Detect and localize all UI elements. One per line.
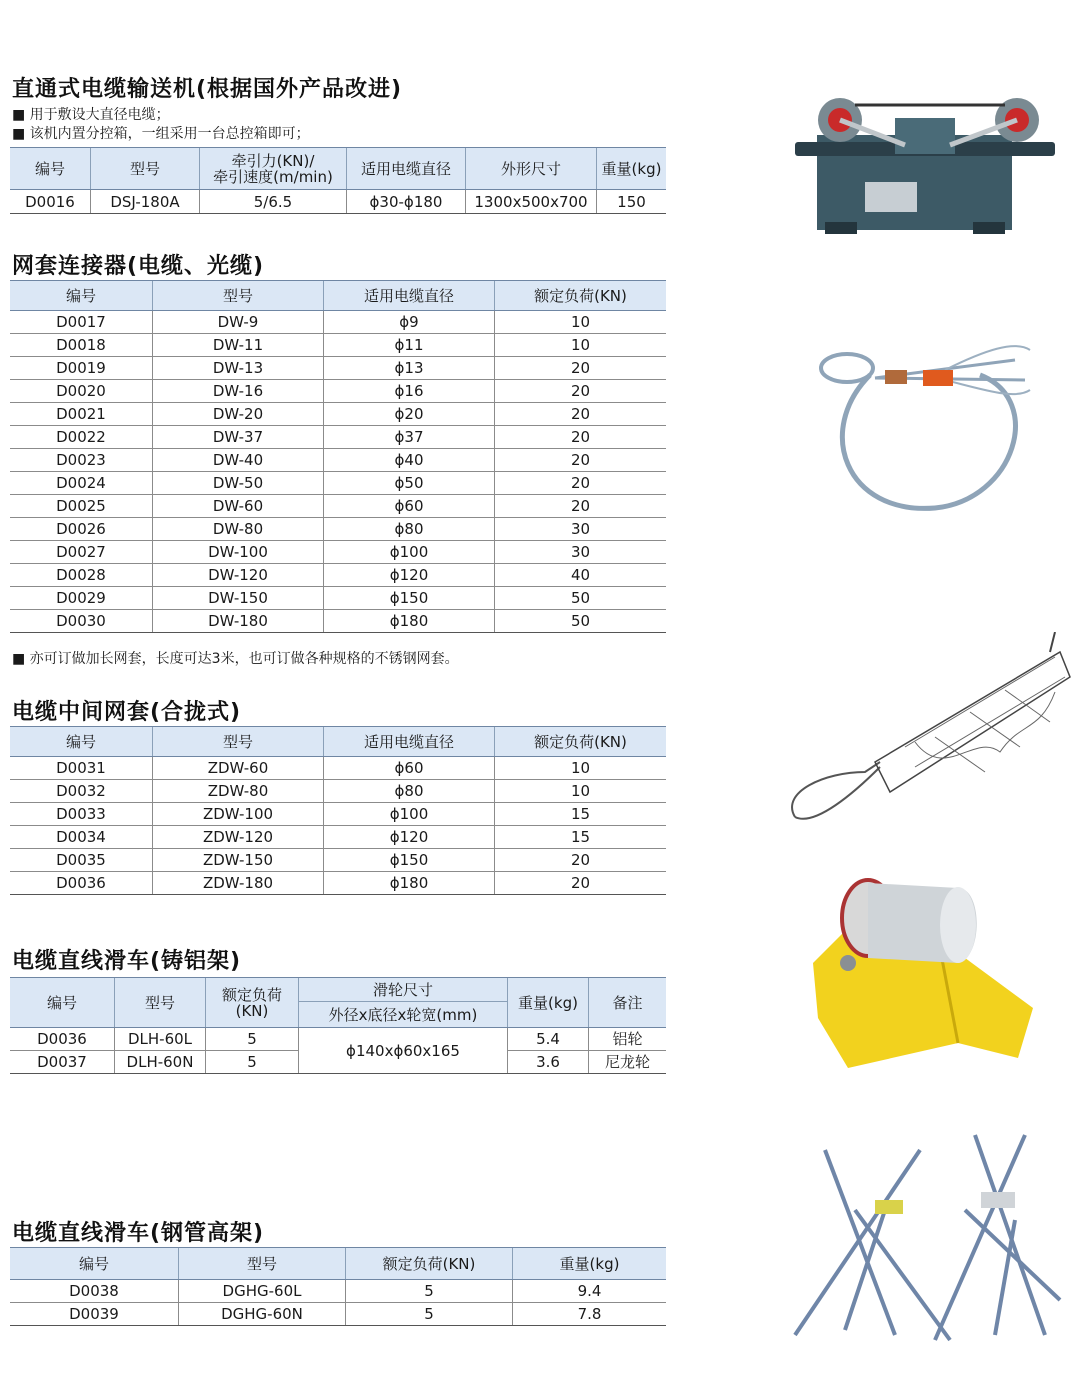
- col-header: 型号: [179, 1248, 346, 1280]
- cell: ϕ80: [324, 780, 495, 803]
- cell: D0027: [10, 541, 153, 564]
- cell: ϕ120: [324, 564, 495, 587]
- cell: DW-50: [153, 472, 324, 495]
- col-header: 型号: [91, 148, 200, 190]
- cell: D0039: [10, 1303, 179, 1326]
- table-row: [10, 1028, 666, 1051]
- cell: 10: [495, 780, 667, 803]
- cell: 7.8: [513, 1303, 667, 1326]
- cell: 30: [495, 541, 667, 564]
- table-row: [10, 872, 666, 895]
- col-header: 备注: [589, 978, 667, 1028]
- table-row: [10, 518, 666, 541]
- col-header: [206, 978, 299, 1028]
- col-header: 型号: [153, 281, 324, 311]
- cell: 20: [495, 495, 667, 518]
- cell: D0021: [10, 403, 153, 426]
- feature-item: ■ 用于敷设大直径电缆；: [12, 107, 170, 123]
- cell: 10: [495, 757, 667, 780]
- table-row: [10, 357, 666, 380]
- header-line: (KN): [235, 1001, 269, 1020]
- cell: DW-180: [153, 610, 324, 633]
- cell: ϕ60: [324, 757, 495, 780]
- cell: ϕ100: [324, 541, 495, 564]
- middle-mesh-image: [785, 632, 1075, 832]
- mesh-connector-table: [10, 280, 666, 633]
- table-row: [10, 564, 666, 587]
- cell: 15: [495, 826, 667, 849]
- cell: 5.4: [508, 1028, 589, 1051]
- cell: 10: [495, 334, 667, 357]
- col-header: 外径x底径x轮宽(mm): [299, 1002, 508, 1028]
- table-row: [10, 610, 666, 633]
- cell: 5/6.5: [200, 190, 347, 214]
- header-line: 额定负荷: [221, 985, 282, 1004]
- cell: D0024: [10, 472, 153, 495]
- cell: ZDW-150: [153, 849, 324, 872]
- header-line: 牵引力(KN)/: [231, 151, 315, 170]
- table-row: [10, 403, 666, 426]
- cell: D0035: [10, 849, 153, 872]
- cell: 5: [346, 1280, 513, 1303]
- col-header: 滑轮尺寸: [299, 978, 508, 1002]
- table-row: [10, 426, 666, 449]
- cell: ϕ180: [324, 872, 495, 895]
- cell: DW-13: [153, 357, 324, 380]
- cell: 5: [206, 1028, 299, 1051]
- cell: D0028: [10, 564, 153, 587]
- cell: 150: [597, 190, 667, 214]
- cell: 尼龙轮: [589, 1051, 667, 1074]
- cell: 20: [495, 403, 667, 426]
- cell: 9.4: [513, 1280, 667, 1303]
- cell: 20: [495, 380, 667, 403]
- cell: ϕ16: [324, 380, 495, 403]
- cell: 50: [495, 610, 667, 633]
- cell: D0022: [10, 426, 153, 449]
- aluminum-roller-image: [808, 868, 1038, 1078]
- col-header: 额定负荷(KN): [495, 727, 667, 757]
- table-row: [10, 780, 666, 803]
- section-title-cable-conveyor: 直通式电缆输送机(根据国外产品改进): [12, 77, 403, 102]
- col-header: 适用电缆直径: [347, 148, 466, 190]
- cell: D0034: [10, 826, 153, 849]
- table-row: [10, 849, 666, 872]
- cell: ϕ9: [324, 311, 495, 334]
- header-line: 牵引速度(m/min): [213, 167, 333, 186]
- mesh-connector-image: [815, 340, 1040, 520]
- col-header: 型号: [153, 727, 324, 757]
- section-title-aluminum-roller: 电缆直线滑车(铸铝架): [12, 949, 242, 974]
- cell: ϕ150: [324, 587, 495, 610]
- cell: 20: [495, 872, 667, 895]
- cell: ϕ11: [324, 334, 495, 357]
- col-header: 编号: [10, 1248, 179, 1280]
- cell: D0030: [10, 610, 153, 633]
- col-header: 编号: [10, 978, 115, 1028]
- cell: ZDW-180: [153, 872, 324, 895]
- cell: 3.6: [508, 1051, 589, 1074]
- cell: ZDW-100: [153, 803, 324, 826]
- cell: DGHG-60L: [179, 1280, 346, 1303]
- cell: ϕ180: [324, 610, 495, 633]
- cell: 15: [495, 803, 667, 826]
- cell: ϕ100: [324, 803, 495, 826]
- cell: ϕ60: [324, 495, 495, 518]
- feature-item: ■ 该机内置分控箱，一组采用一台总控箱即可；: [12, 126, 310, 142]
- cell: ϕ120: [324, 826, 495, 849]
- cell: 20: [495, 449, 667, 472]
- col-header: 编号: [10, 727, 153, 757]
- cell: D0029: [10, 587, 153, 610]
- cell: ϕ50: [324, 472, 495, 495]
- cell: D0020: [10, 380, 153, 403]
- table-row: [10, 495, 666, 518]
- cell: D0037: [10, 1051, 115, 1074]
- table-row: [10, 190, 666, 214]
- cell: DGHG-60N: [179, 1303, 346, 1326]
- aluminum-roller-table: [10, 977, 666, 1074]
- table-row: [10, 587, 666, 610]
- col-header: 适用电缆直径: [324, 727, 495, 757]
- cell: 30: [495, 518, 667, 541]
- table-row: [10, 826, 666, 849]
- cell: D0018: [10, 334, 153, 357]
- col-header: 额定负荷(KN): [495, 281, 667, 311]
- cable-conveyor-machine-image: [795, 90, 1060, 240]
- cell: ZDW-120: [153, 826, 324, 849]
- col-header: 型号: [115, 978, 206, 1028]
- cell: ϕ20: [324, 403, 495, 426]
- steel-roller-table: [10, 1247, 666, 1326]
- conveyor-spec-table: [10, 147, 666, 214]
- cell: DW-9: [153, 311, 324, 334]
- table-row: [10, 757, 666, 780]
- col-header: [200, 148, 347, 190]
- cell: D0023: [10, 449, 153, 472]
- cell: DLH-60L: [115, 1028, 206, 1051]
- cell: 50: [495, 587, 667, 610]
- cell: D0031: [10, 757, 153, 780]
- cell: 40: [495, 564, 667, 587]
- cell: D0036: [10, 872, 153, 895]
- cell: DW-40: [153, 449, 324, 472]
- cell: DW-120: [153, 564, 324, 587]
- cell: ϕ80: [324, 518, 495, 541]
- cell: DW-80: [153, 518, 324, 541]
- cell: ZDW-80: [153, 780, 324, 803]
- cell: DW-20: [153, 403, 324, 426]
- col-header: 编号: [10, 281, 153, 311]
- col-header: 适用电缆直径: [324, 281, 495, 311]
- cell: 20: [495, 426, 667, 449]
- table-row: [10, 334, 666, 357]
- steel-roller-image: [785, 1130, 1070, 1345]
- col-header: 额定负荷(KN): [346, 1248, 513, 1280]
- cell: DW-100: [153, 541, 324, 564]
- cell: ϕ150: [324, 849, 495, 872]
- cell: 铝轮: [589, 1028, 667, 1051]
- cell: 20: [495, 849, 667, 872]
- cell: ϕ30-ϕ180: [347, 190, 466, 214]
- cell: D0017: [10, 311, 153, 334]
- cell: 20: [495, 357, 667, 380]
- cell: D0026: [10, 518, 153, 541]
- cell: 5: [206, 1051, 299, 1074]
- cell: D0038: [10, 1280, 179, 1303]
- table-row: [10, 311, 666, 334]
- table-row: [10, 1280, 666, 1303]
- table-row: [10, 541, 666, 564]
- table-row: [10, 472, 666, 495]
- cell: DW-16: [153, 380, 324, 403]
- section-title-middle-mesh: 电缆中间网套(合拢式): [12, 700, 242, 725]
- note-text: ■ 亦可订做加长网套，长度可达3米，也可订做各种规格的不锈钢网套。: [12, 651, 459, 667]
- cell: 5: [346, 1303, 513, 1326]
- table-row: [10, 803, 666, 826]
- cell: ϕ140xϕ60x165: [299, 1028, 508, 1074]
- table-row: [10, 1303, 666, 1326]
- cell: 1300x500x700: [466, 190, 597, 214]
- cell: ϕ13: [324, 357, 495, 380]
- col-header: 重量(kg): [513, 1248, 667, 1280]
- col-header: 编号: [10, 148, 91, 190]
- col-header: 外形尺寸: [466, 148, 597, 190]
- cell: D0016: [10, 190, 91, 214]
- feature-list: [12, 106, 310, 144]
- cell: DLH-60N: [115, 1051, 206, 1074]
- middle-mesh-table: [10, 726, 666, 895]
- cell: D0032: [10, 780, 153, 803]
- cell: D0025: [10, 495, 153, 518]
- cell: DW-60: [153, 495, 324, 518]
- cell: DSJ-180A: [91, 190, 200, 214]
- cell: DW-37: [153, 426, 324, 449]
- cell: DW-11: [153, 334, 324, 357]
- cell: D0033: [10, 803, 153, 826]
- col-header: 重量(kg): [508, 978, 589, 1028]
- cell: ϕ37: [324, 426, 495, 449]
- section-title-steel-roller: 电缆直线滑车(钢管高架): [12, 1221, 265, 1246]
- cell: D0019: [10, 357, 153, 380]
- cell: DW-150: [153, 587, 324, 610]
- cell: 10: [495, 311, 667, 334]
- table-row: [10, 449, 666, 472]
- cell: 20: [495, 472, 667, 495]
- cell: D0036: [10, 1028, 115, 1051]
- cell: ϕ40: [324, 449, 495, 472]
- col-header: 重量(kg): [597, 148, 667, 190]
- cell: ZDW-60: [153, 757, 324, 780]
- table-row: [10, 380, 666, 403]
- section-title-mesh-connector: 网套连接器(电缆、光缆): [12, 254, 265, 279]
